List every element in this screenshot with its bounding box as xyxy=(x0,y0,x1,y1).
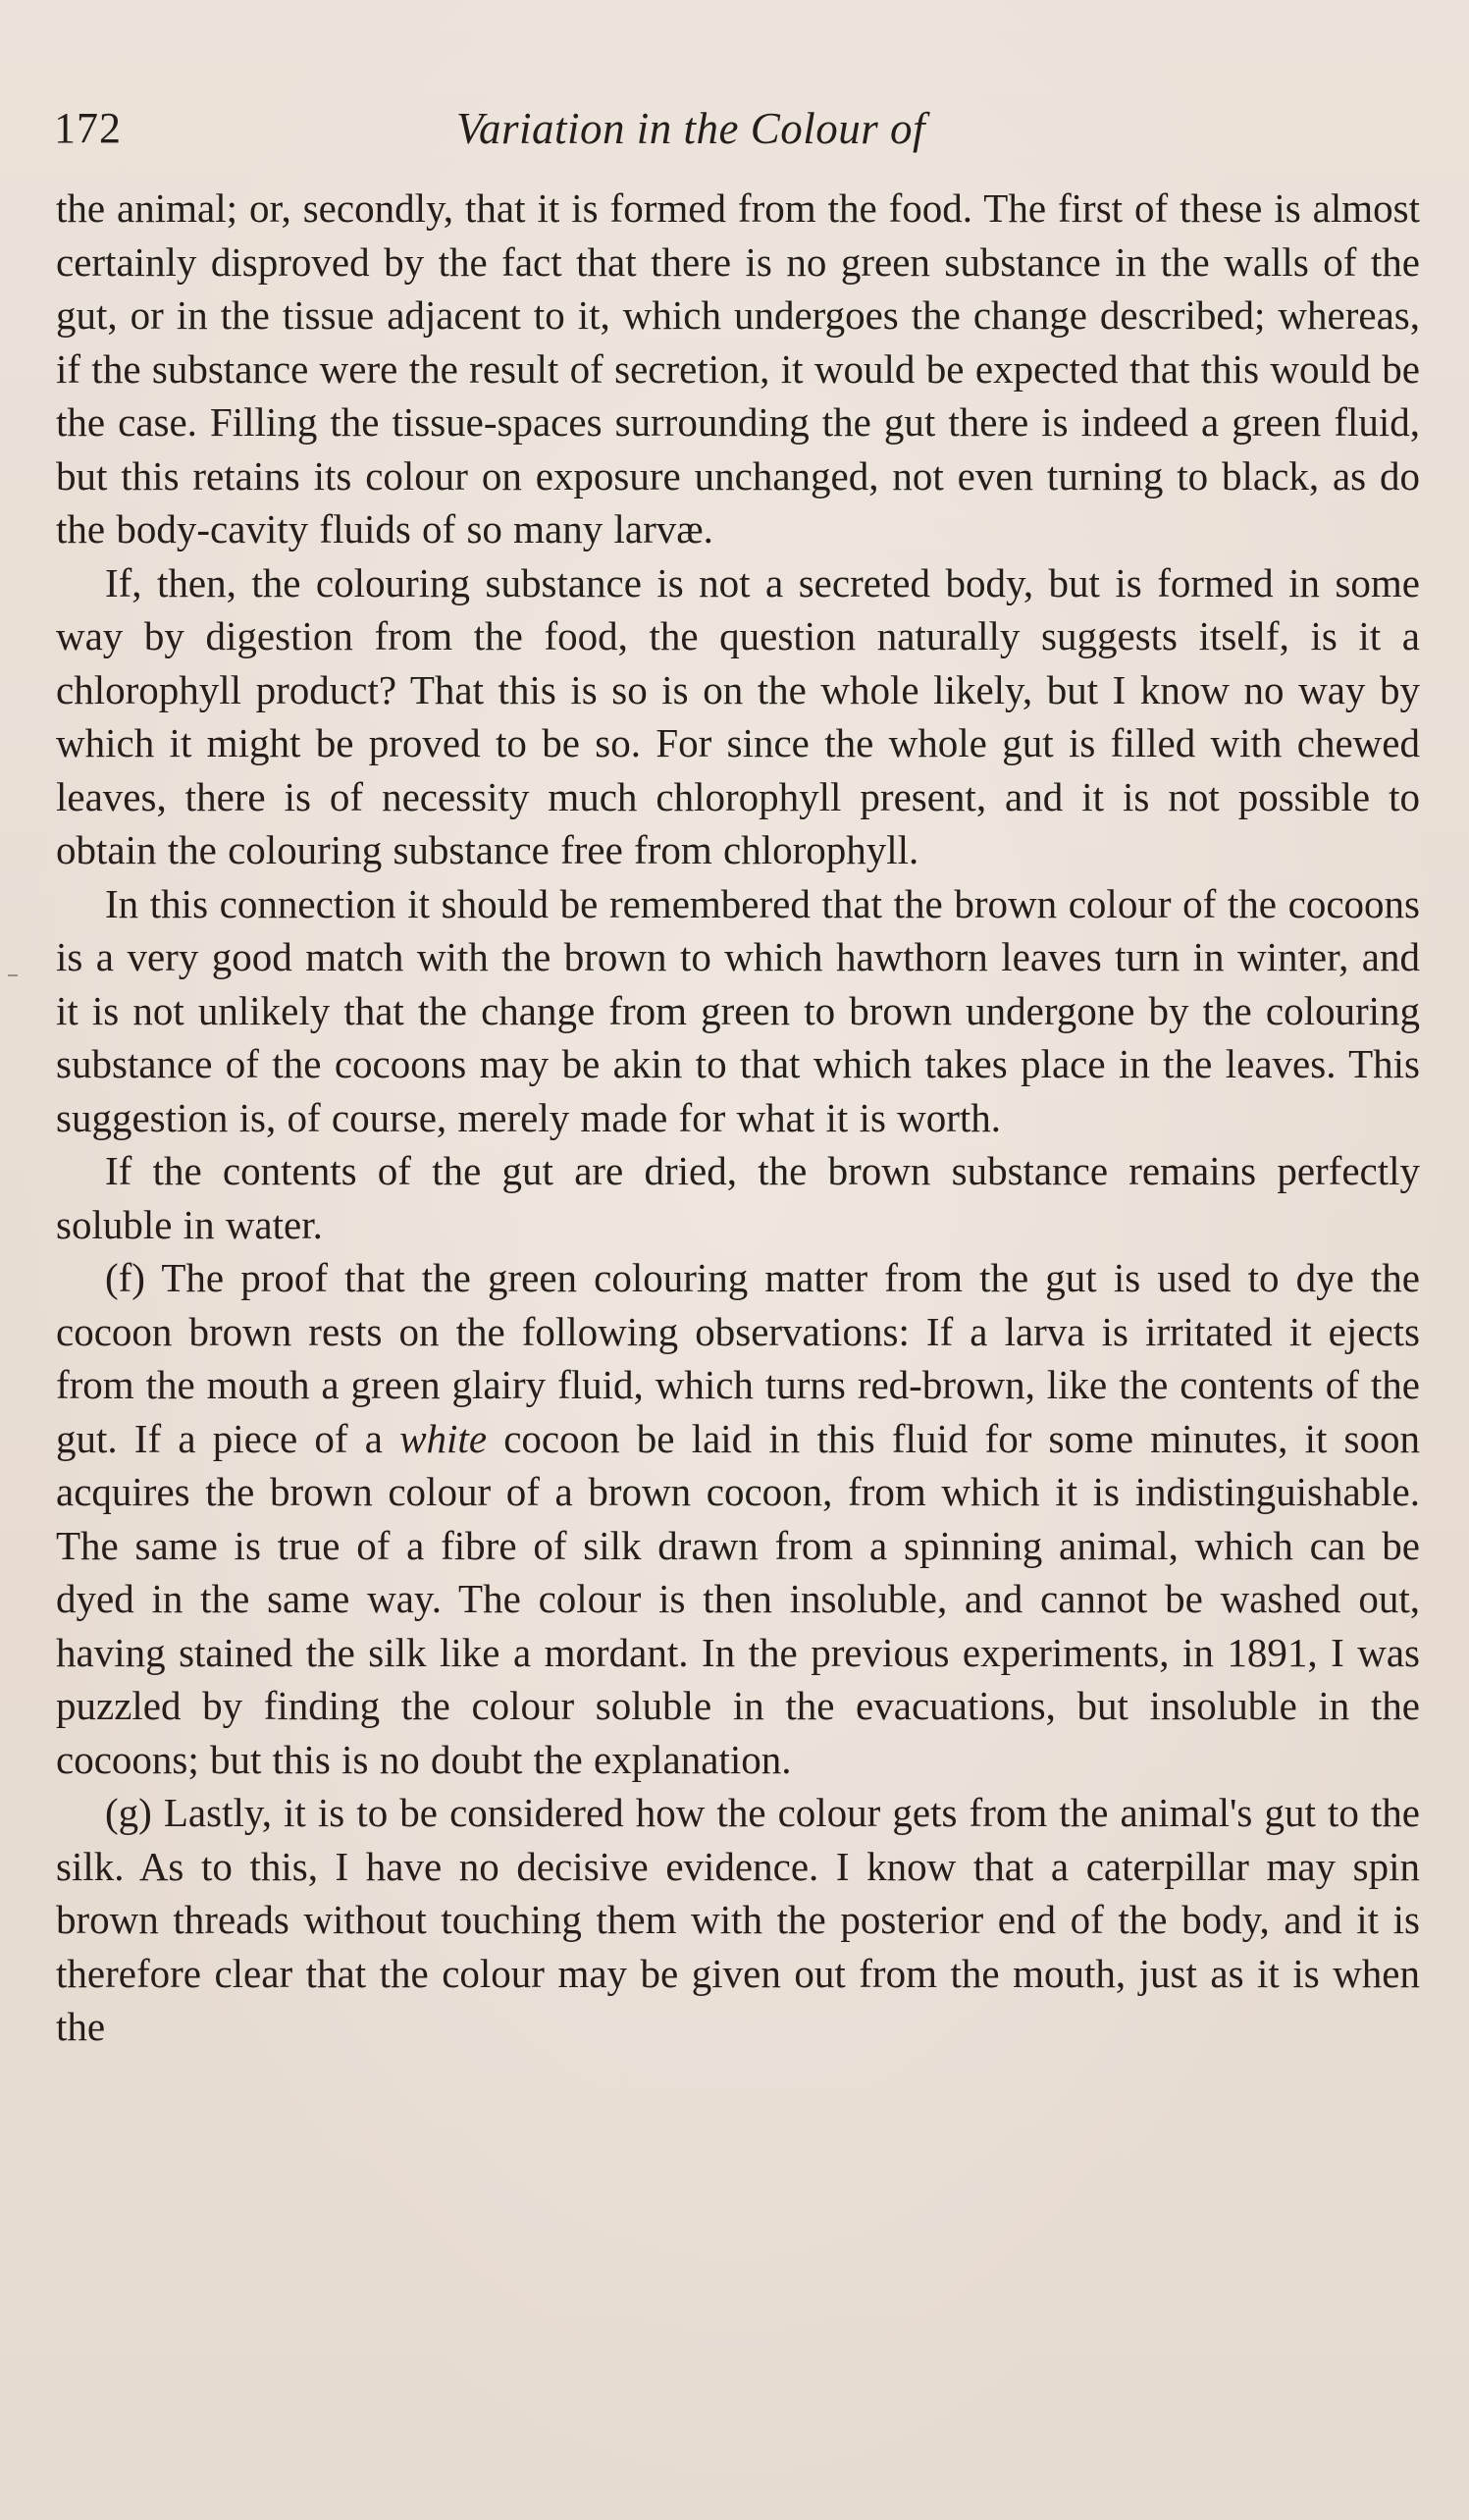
paragraph-dried-contents: If the contents of the gut are dried, the brown substance remains perfectly soluble in water. xyxy=(56,1148,1420,1247)
paragraph-f-text-before: The proof that the green colouring matter from the gut is used to dye the cocoon brown rests on the following observations: If a larva is irritated it ejects from the mouth a green glairy fluid, which turns red-brown, like the contents of the gut. If a piece of a xyxy=(56,1255,1420,1461)
page-number: 172 xyxy=(54,104,122,152)
page-header xyxy=(54,93,1418,162)
paragraph-marker-f: (f) xyxy=(105,1255,145,1300)
margin-mark xyxy=(8,974,18,976)
paragraph-g xyxy=(56,1786,1420,2054)
paragraph-chlorophyll: If, then, the colouring substance is not a secreted body, but is formed in some way by digestion from the food, the question naturally suggests itself, is it a chlorophyll product? That this is so is on the whole likely, but I know no way by which it might be proved to be so. For since the whole gut is filled with chewed leaves, there is of necessity much chlorophyll present, and it is not possible to obtain the colouring substance free from chlorophyll. xyxy=(56,559,1420,872)
paragraph-g-text: Lastly, it is to be considered how the colour gets from the animal's gut to the silk. As to this, I have no decisive evidence. I know that a caterpillar may spin brown threads without touching them with the posterior end of the body, and it is therefore clear that the colour may be given out from the mouth, just as it is when the xyxy=(56,1790,1420,2049)
paragraph-f xyxy=(56,1251,1420,1786)
paragraph-marker-g: (g) xyxy=(105,1790,152,1835)
italic-word-white: white xyxy=(399,1415,488,1461)
paragraph-hawthorn: In this connection it should be remembered that the brown colour of the cocoons is a very good match with the brown to which hawthorn leaves turn in winter, and it is not unlikely that the change from green to brown undergone by the colouring substance of the cocoons may be akin to that which takes place in the leaves. This suggestion is, of course, merely made for what it is worth. xyxy=(56,880,1420,1140)
paragraph-continuation: the animal; or, secondly, that it is formed from the food. The first of these is almost certainly disproved by the fact that there is no green substance in the walls of the gut, or in the tissue adjacent to it, which undergoes the change described; whereas, if the substance were the result of secretion, it would be expected that this would be the case. Filling the tissue-spaces surrounding the gut there is indeed a green fluid, but this retains its colour on exposure unchanged, not even turning to black, as do the body-cavity fluids of so many larvæ. xyxy=(56,185,1420,551)
body-text xyxy=(56,182,1420,2054)
paragraph-f-text-after: cocoon be laid in this fluid for some minutes, it soon acquires the brown colour of a brown cocoon, from which it is indistinguishable. The same is true of a fibre of silk drawn from a spinning animal, which can be dyed in the same way. The colour is then insoluble, and cannot be washed out, having stained the silk like a mordant. In the previous experiments, in 1891, I was puzzled by finding the colour soluble in the evacuations, but insoluble in the cocoons; but this is no doubt the explanation. xyxy=(56,1415,1421,1782)
running-head: Variation in the Colour of xyxy=(456,104,926,153)
